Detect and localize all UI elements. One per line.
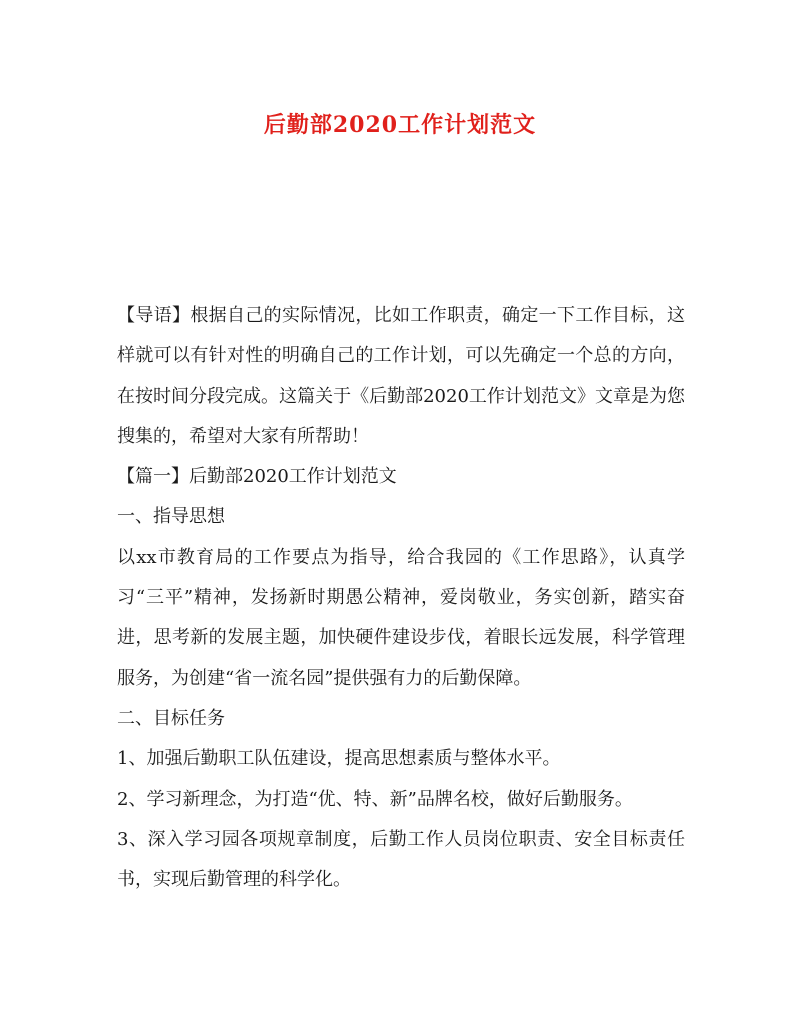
heading-target-tasks: 二、目标任务 xyxy=(117,707,225,729)
task-item-3: 3、深入学习园各项规章制度，后勤工作人员岗位职责、安全目标责任书，实现后勤管理的科学化。 xyxy=(117,828,685,891)
task-item-2: 2、学习新理念，为打造“优、特、新”品牌名校，做好后勤服务。 xyxy=(117,788,633,810)
intro-paragraph: 【导语】根据自己的实际情况，比如工作职责，确定一下工作目标，这样就可以有针对性的明确自己的工作计划，可以先确定一个总的方向，在按时间分段完成。这篇关于《后勤部2020工作计划范文》文章是为您搜集的，希望对大家有所帮助！ xyxy=(117,305,685,447)
document-body xyxy=(117,296,685,900)
document-title: 后勤部2020工作计划范文 xyxy=(263,112,537,138)
heading-guiding-ideology: 一、指导思想 xyxy=(117,506,225,528)
section-heading-part-one: 【篇一】后勤部2020工作计划范文 xyxy=(117,466,397,488)
guiding-ideology-paragraph: 以xx市教育局的工作要点为指导，给合我园的《工作思路》，认真学习“三平”精神，发扬新时期愚公精神，爱岗敬业，务实创新，踏实奋进，思考新的发展主题，加快硬件建设步伐，着眼长远发展，科学管理服务，为创建“省一流名园”提供强有力的后勤保障。 xyxy=(117,546,685,689)
task-item-1: 1、加强后勤职工队伍建设，提高思想素质与整体水平。 xyxy=(117,748,561,770)
